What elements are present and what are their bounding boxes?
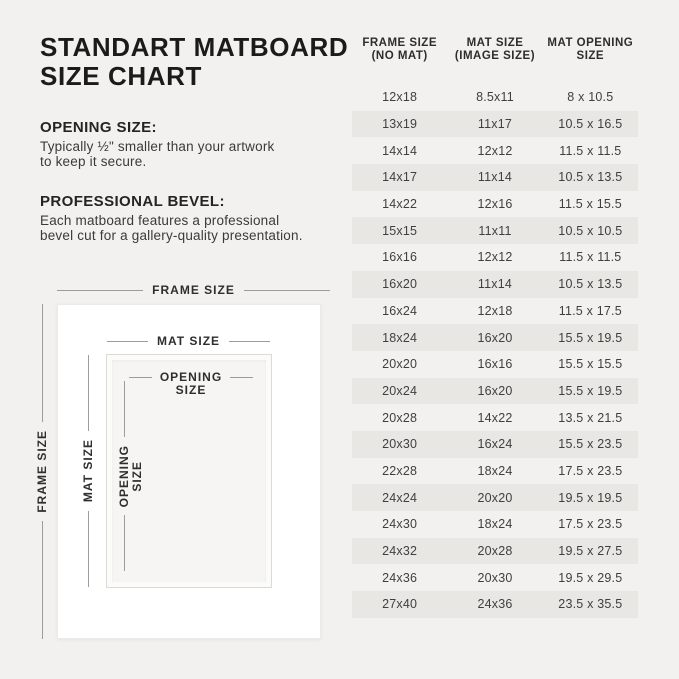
professional-bevel-text: [40, 213, 340, 243]
table-cell: 19.5 x 29.5: [558, 570, 623, 585]
table-cell: 20x20: [382, 357, 418, 372]
professional-bevel-text-line1: Each matboard features a professional: [40, 213, 280, 228]
table-cell: 18x24: [477, 517, 513, 532]
table-row: [352, 511, 638, 538]
table-cell: 24x24: [382, 490, 418, 505]
size-table-header: [352, 37, 638, 62]
table-cell: 20x20: [477, 490, 513, 505]
page-title: [40, 33, 348, 92]
table-row: [352, 217, 638, 244]
column-header-line: FRAME SIZE: [362, 37, 437, 49]
table-cell: 8.5x11: [476, 90, 514, 105]
frame-size-top-label: [57, 283, 330, 297]
table-cell: 16x24: [477, 437, 513, 452]
table-cell: 16x20: [382, 277, 418, 292]
table-cell: 16x20: [477, 330, 513, 345]
table-cell: 17.5 x 23.5: [558, 463, 623, 478]
table-cell: 18x24: [477, 463, 513, 478]
table-cell: 12x12: [477, 143, 513, 158]
frame-size-vertical-label: [36, 304, 48, 639]
table-cell: 19.5 x 27.5: [558, 544, 623, 559]
table-cell: 24x36: [477, 597, 513, 612]
size-table: [352, 37, 638, 618]
page-title-line2: SIZE CHART: [40, 61, 202, 92]
opening-size-vertical-label: [118, 381, 144, 571]
dimension-line: [88, 511, 89, 587]
opening-size-top-line1: OPENING: [159, 370, 223, 384]
table-row: [352, 164, 638, 191]
table-cell: 27x40: [382, 597, 418, 612]
professional-bevel-text-line2: bevel cut for a gallery-quality presentation.: [40, 228, 303, 243]
table-cell: 15.5 x 19.5: [558, 383, 623, 398]
table-row: [352, 191, 638, 218]
mat-size-top-label-text: MAT SIZE: [156, 333, 221, 348]
frame-illustration: [57, 304, 321, 639]
table-cell: 24x36: [382, 570, 418, 585]
table-cell: 11x14: [477, 170, 513, 185]
opening-size-text-line1: Typically ½" smaller than your artwork: [40, 139, 275, 154]
table-cell: 20x28: [477, 544, 513, 559]
dimension-line: [107, 341, 148, 342]
mat-size-top-label: [107, 334, 270, 348]
table-cell: 11.5 x 17.5: [558, 303, 622, 318]
table-row: [352, 324, 638, 351]
mat-illustration: [107, 355, 271, 587]
opening-size-top-label: [129, 371, 253, 397]
column-header-line: SIZE: [576, 49, 605, 62]
opening-size-vertical-line2: SIZE: [130, 460, 144, 492]
matboard-diagram: [34, 282, 335, 649]
frame-size-vertical-label-text: FRAME SIZE: [34, 430, 49, 513]
opening-size-top-label-text: [160, 371, 222, 397]
dimension-line: [57, 290, 143, 291]
table-row: [352, 244, 638, 271]
table-cell: 17.5 x 23.5: [558, 517, 623, 532]
table-cell: 20x30: [382, 437, 418, 452]
table-row: [352, 137, 638, 164]
column-header-frame-size: [352, 37, 447, 62]
table-cell: 15.5 x 19.5: [558, 330, 623, 345]
mat-size-vertical-label: [82, 355, 94, 587]
table-row: [352, 564, 638, 591]
table-cell: 12x18: [382, 90, 418, 105]
column-header-line: (NO MAT): [371, 49, 428, 62]
table-cell: 24x30: [382, 517, 418, 532]
table-row: [352, 271, 638, 298]
table-cell: 24x32: [382, 544, 418, 559]
table-cell: 16x24: [382, 303, 418, 318]
dimension-line: [230, 377, 253, 378]
table-cell: 11.5 x 15.5: [558, 197, 622, 212]
table-cell: 20x24: [382, 383, 418, 398]
table-cell: 10.5 x 13.5: [558, 170, 623, 185]
opening-size-vertical-col2: [131, 381, 144, 571]
opening-size-vertical-line1: OPENING: [117, 444, 131, 508]
table-row: [352, 458, 638, 485]
size-table-rows: [352, 84, 638, 618]
dimension-line: [244, 290, 330, 291]
table-cell: 12x18: [477, 303, 513, 318]
table-cell: 16x16: [382, 250, 418, 265]
dimension-line: [42, 521, 43, 639]
dimension-line: [88, 355, 89, 431]
dimension-line: [42, 304, 43, 422]
opening-size-top-line2: SIZE: [175, 383, 207, 397]
table-cell: 14x17: [382, 170, 418, 185]
table-row: [352, 298, 638, 325]
opening-size-text-line2: to keep it secure.: [40, 154, 147, 169]
professional-bevel-section: [40, 194, 340, 243]
table-cell: 14x14: [382, 143, 418, 158]
table-cell: 23.5 x 35.5: [558, 597, 623, 612]
table-row: [352, 431, 638, 458]
column-header-mat-size: [447, 37, 542, 62]
table-cell: 12x12: [477, 250, 513, 265]
opening-size-heading: OPENING SIZE:: [40, 119, 157, 136]
table-row: [352, 111, 638, 138]
opening-size-section: [40, 120, 340, 169]
page-title-line1: STANDART MATBOARD: [40, 32, 349, 62]
table-cell: 11.5 x 11.5: [559, 143, 622, 158]
table-cell: 10.5 x 16.5: [558, 117, 623, 132]
table-row: [352, 538, 638, 565]
table-cell: 15.5 x 23.5: [558, 437, 623, 452]
dimension-line: [129, 377, 152, 378]
table-cell: 10.5 x 13.5: [558, 277, 623, 292]
table-cell: 11x11: [478, 223, 512, 238]
table-cell: 11x17: [477, 117, 513, 132]
table-cell: 15.5 x 15.5: [558, 357, 623, 372]
dimension-line: [124, 381, 125, 437]
opening-size-text: [40, 139, 340, 169]
column-header-line: (IMAGE SIZE): [454, 49, 536, 62]
table-cell: 10.5 x 10.5: [558, 223, 623, 238]
table-cell: 13.5 x 21.5: [558, 410, 623, 425]
table-cell: 19.5 x 19.5: [558, 490, 623, 505]
table-cell: 12x16: [477, 197, 513, 212]
dimension-line: [124, 515, 125, 571]
table-cell: 16x16: [477, 357, 513, 372]
table-cell: 16x20: [477, 383, 513, 398]
table-cell: 22x28: [382, 463, 418, 478]
table-cell: 20x30: [477, 570, 513, 585]
table-cell: 8 x 10.5: [567, 90, 614, 105]
table-cell: 13x19: [382, 117, 418, 132]
dimension-line: [229, 341, 270, 342]
table-row: [352, 404, 638, 431]
column-header-line: MAT OPENING: [547, 37, 634, 49]
table-cell: 11x14: [477, 277, 513, 292]
table-cell: 11.5 x 11.5: [559, 250, 622, 265]
table-cell: 14x22: [477, 410, 513, 425]
table-cell: 18x24: [382, 330, 418, 345]
professional-bevel-heading: PROFESSIONAL BEVEL:: [40, 193, 225, 210]
table-row: [352, 378, 638, 405]
table-cell: 15x15: [382, 223, 418, 238]
table-row: [352, 351, 638, 378]
frame-size-top-label-text: FRAME SIZE: [152, 282, 235, 297]
mat-size-vertical-label-text: MAT SIZE: [80, 439, 95, 503]
table-cell: 20x28: [382, 410, 418, 425]
column-header-mat-opening-size: [543, 37, 638, 62]
table-row: [352, 591, 638, 618]
table-cell: 14x22: [382, 197, 418, 212]
table-row: [352, 84, 638, 111]
column-header-line: MAT SIZE: [466, 37, 524, 49]
table-row: [352, 484, 638, 511]
